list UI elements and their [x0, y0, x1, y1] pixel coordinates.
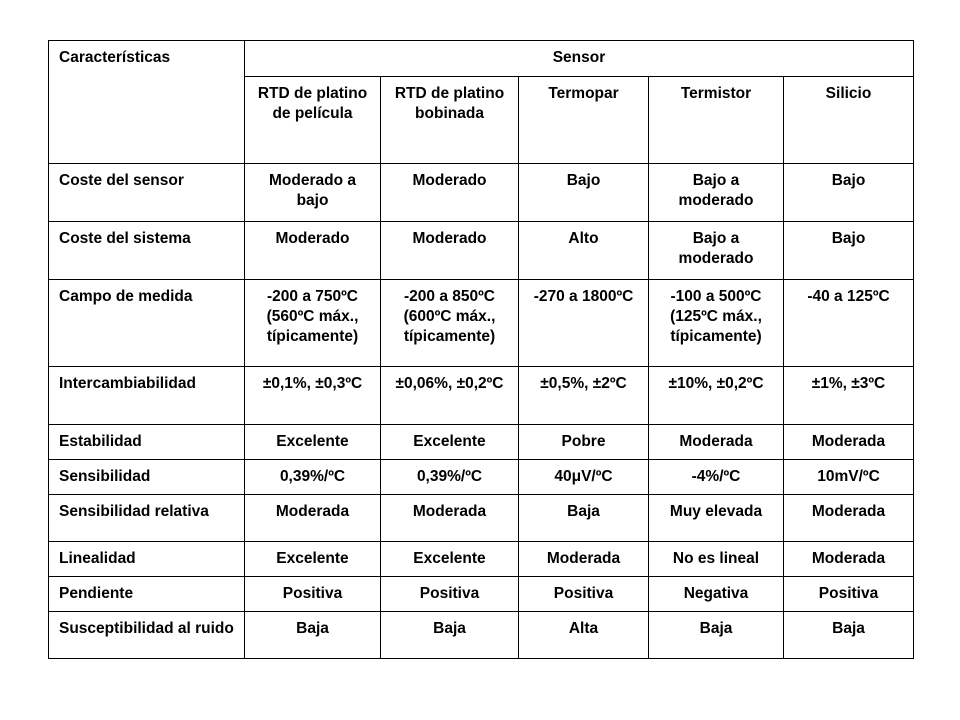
table-cell: Baja: [245, 612, 381, 659]
table-cell: Moderado: [381, 222, 519, 280]
table-cell: Baja: [784, 612, 914, 659]
table-row: [49, 280, 914, 367]
table-cell: Positiva: [519, 577, 649, 612]
table-row: [49, 460, 914, 495]
header-row-group: [49, 41, 914, 77]
table-cell: -200 a 850ºC (600ºC máx., típicamente): [381, 280, 519, 367]
table-cell: Moderada: [381, 495, 519, 542]
sensor-group-header: Sensor: [245, 41, 914, 77]
table-cell: ±10%, ±0,2ºC: [649, 367, 784, 425]
table-cell: Positiva: [381, 577, 519, 612]
table-cell: Alto: [519, 222, 649, 280]
sensor-header: Termopar: [519, 77, 649, 164]
table-cell: Moderada: [649, 425, 784, 460]
table-cell: Alta: [519, 612, 649, 659]
table-row: [49, 495, 914, 542]
table-cell: Moderado: [381, 164, 519, 222]
table-cell: 10mV/ºC: [784, 460, 914, 495]
row-label: Linealidad: [49, 542, 245, 577]
row-label: Campo de medida: [49, 280, 245, 367]
table-cell: -4%/ºC: [649, 460, 784, 495]
corner-header: Características: [49, 41, 245, 164]
table-cell: Baja: [519, 495, 649, 542]
sensor-header: Silicio: [784, 77, 914, 164]
table-cell: Bajo a moderado: [649, 164, 784, 222]
table-cell: ±0,06%, ±0,2ºC: [381, 367, 519, 425]
table-cell: Moderado: [245, 222, 381, 280]
row-label: Susceptibilidad al ruido: [49, 612, 245, 659]
table-cell: Excelente: [381, 425, 519, 460]
table-row: [49, 164, 914, 222]
table-cell: Positiva: [784, 577, 914, 612]
row-label: Sensibilidad relativa: [49, 495, 245, 542]
sensor-header: Termistor: [649, 77, 784, 164]
table-cell: 0,39%/ºC: [245, 460, 381, 495]
table-cell: No es lineal: [649, 542, 784, 577]
table-cell: Baja: [381, 612, 519, 659]
table-cell: 40μV/ºC: [519, 460, 649, 495]
table-cell: Moderada: [519, 542, 649, 577]
table-cell: -270 a 1800ºC: [519, 280, 649, 367]
sensor-comparison-table: [48, 40, 914, 659]
table-row: [49, 577, 914, 612]
row-label: Coste del sensor: [49, 164, 245, 222]
table-cell: -40 a 125ºC: [784, 280, 914, 367]
row-label: Coste del sistema: [49, 222, 245, 280]
table-cell: Muy elevada: [649, 495, 784, 542]
table-cell: Bajo a moderado: [649, 222, 784, 280]
table-row: [49, 425, 914, 460]
table-cell: 0,39%/ºC: [381, 460, 519, 495]
table-cell: Moderada: [784, 425, 914, 460]
table-cell: Bajo: [784, 222, 914, 280]
table-cell: Excelente: [245, 425, 381, 460]
table-cell: Positiva: [245, 577, 381, 612]
table-cell: Moderada: [784, 542, 914, 577]
table-cell: ±1%, ±3ºC: [784, 367, 914, 425]
row-label: Pendiente: [49, 577, 245, 612]
table-cell: Pobre: [519, 425, 649, 460]
table-cell: Moderado a bajo: [245, 164, 381, 222]
table-cell: Negativa: [649, 577, 784, 612]
table-cell: Excelente: [381, 542, 519, 577]
row-label: Intercambiabilidad: [49, 367, 245, 425]
table-row: [49, 542, 914, 577]
sensor-header: RTD de platino de película: [245, 77, 381, 164]
sensor-header: RTD de platino bobinada: [381, 77, 519, 164]
table-cell: ±0,1%, ±0,3ºC: [245, 367, 381, 425]
table-row: [49, 367, 914, 425]
table-cell: Bajo: [784, 164, 914, 222]
table-row: [49, 222, 914, 280]
table-cell: -100 a 500ºC (125ºC máx., típicamente): [649, 280, 784, 367]
table-cell: Excelente: [245, 542, 381, 577]
table-cell: ±0,5%, ±2ºC: [519, 367, 649, 425]
row-label: Estabilidad: [49, 425, 245, 460]
table-cell: -200 a 750ºC (560ºC máx., típicamente): [245, 280, 381, 367]
table-cell: Moderada: [784, 495, 914, 542]
table-cell: Bajo: [519, 164, 649, 222]
table-cell: Moderada: [245, 495, 381, 542]
table-cell: Baja: [649, 612, 784, 659]
table-row: [49, 612, 914, 659]
row-label: Sensibilidad: [49, 460, 245, 495]
